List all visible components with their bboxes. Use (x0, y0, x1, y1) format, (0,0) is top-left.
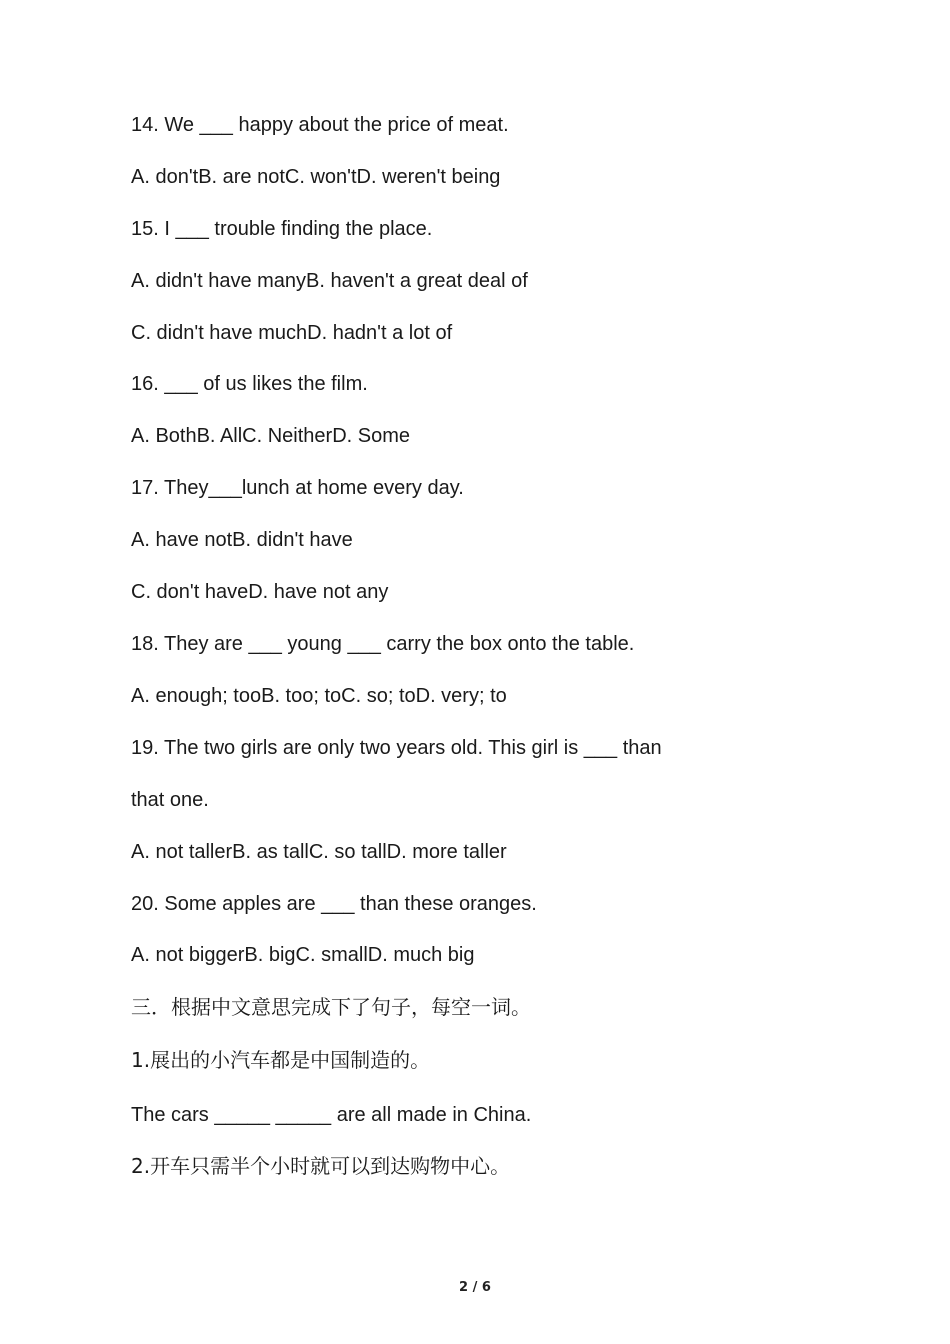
section-3-heading: 三．根据中文意思完成下了句子，每空一词。 (131, 995, 531, 1019)
question-17: 17. They___lunch at home every day. (131, 477, 464, 499)
translation-1-prompt: 1.展出的小汽车都是中国制造的。 (131, 1048, 431, 1072)
question-17-options-a-b: A. have notB. didn't have (131, 529, 353, 551)
question-16: 16. ___ of us likes the film. (131, 373, 368, 395)
question-14: 14. We ___ happy about the price of meat. (131, 114, 509, 136)
question-15-options-a-b: A. didn't have manyB. haven't a great deal of (131, 270, 528, 292)
question-20: 20. Some apples are ___ than these oranges. (131, 893, 537, 915)
translation-1-sentence: The cars _____ _____ are all made in China. (131, 1104, 532, 1126)
question-18: 18. They are ___ young ___ carry the box onto the table. (131, 633, 635, 655)
question-15: 15. I ___ trouble finding the place. (131, 218, 433, 240)
question-16-options: A. BothB. AllC. NeitherD. Some (131, 425, 411, 447)
question-14-options: A. don'tB. are notC. won'tD. weren't being (131, 166, 501, 188)
question-19-options: A. not tallerB. as tallC. so tallD. more taller (131, 841, 507, 863)
page-number: 2 / 6 (459, 1280, 491, 1295)
question-19: 19. The two girls are only two years old. This girl is ___ than (131, 737, 662, 759)
translation-2-prompt: 2.开车只需半个小时就可以到达购物中心。 (131, 1154, 511, 1178)
question-19-continued: that one. (131, 789, 209, 811)
question-15-options-c-d: C. didn't have muchD. hadn't a lot of (131, 322, 453, 344)
question-17-options-c-d: C. don't haveD. have not any (131, 581, 389, 603)
question-18-options: A. enough; tooB. too; toC. so; toD. very; to (131, 685, 507, 707)
question-20-options: A. not biggerB. bigC. smallD. much big (131, 944, 475, 966)
